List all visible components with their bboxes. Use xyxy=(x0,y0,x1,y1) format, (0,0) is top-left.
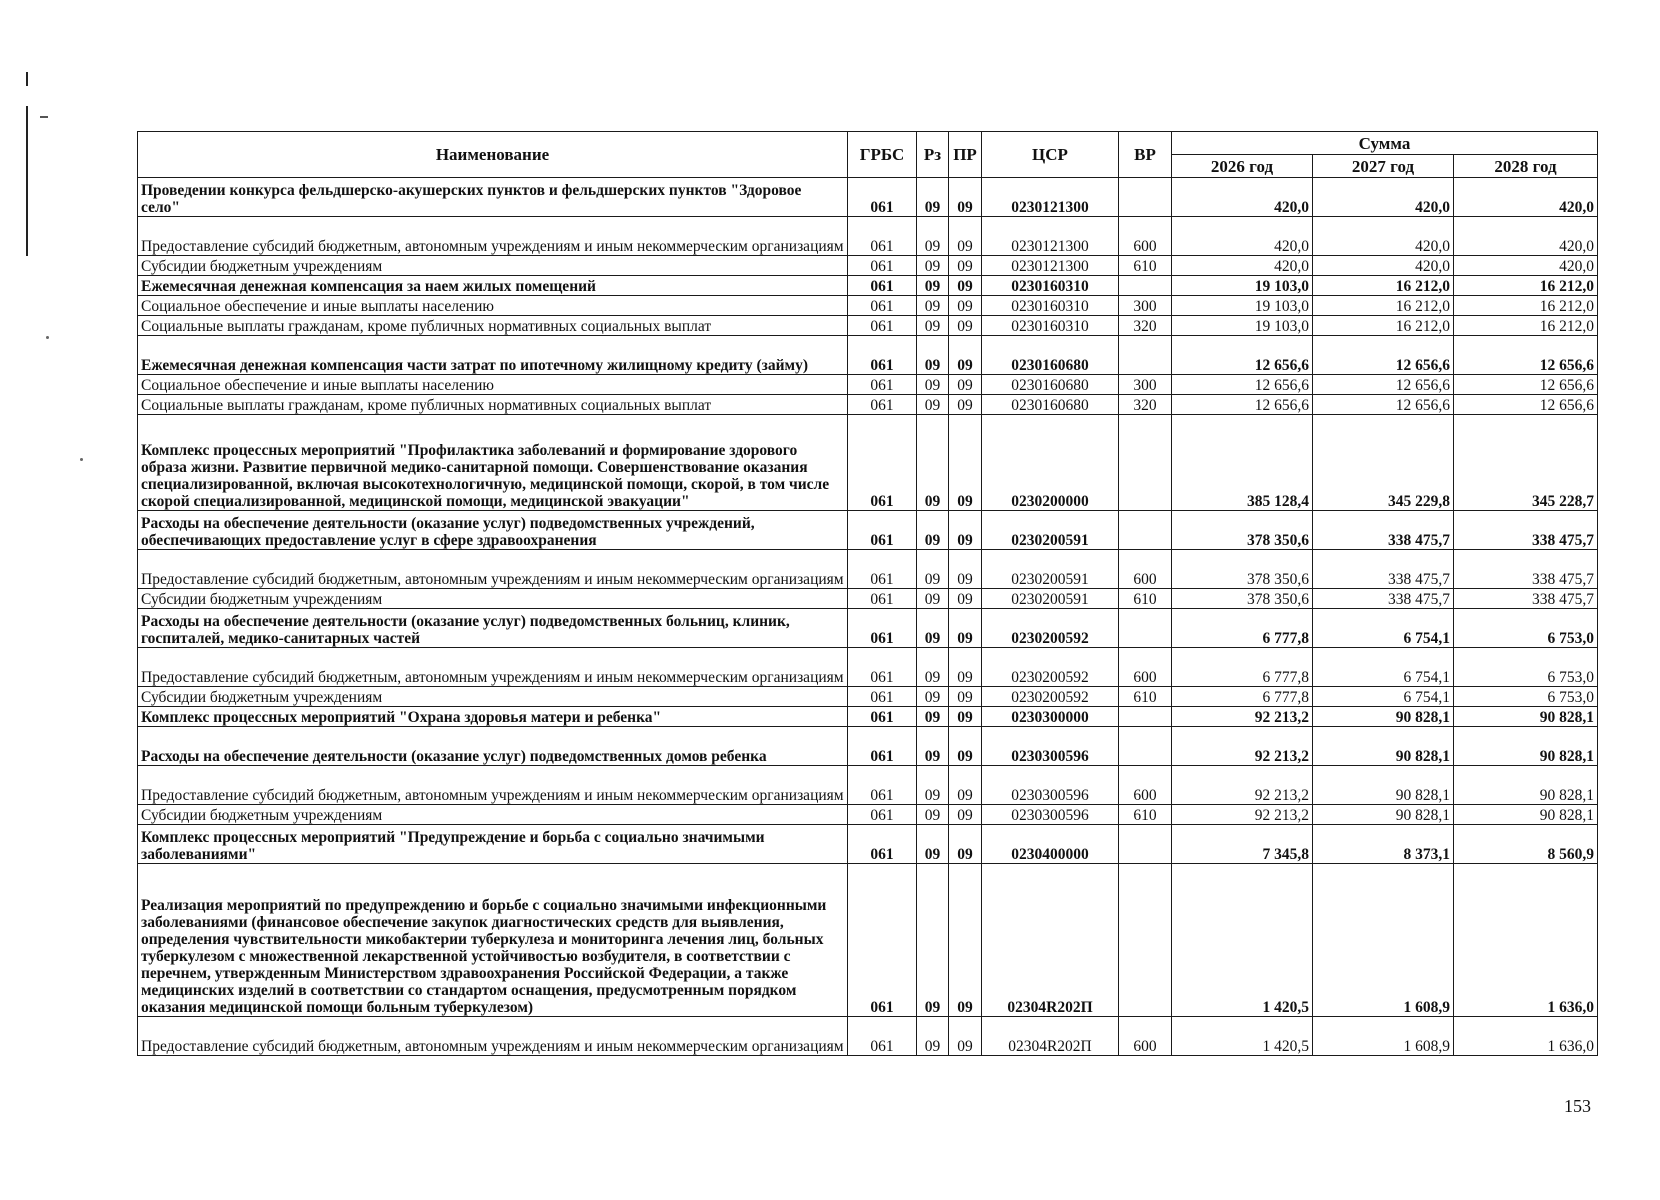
row-pr: 09 xyxy=(949,395,982,415)
row-grbs: 061 xyxy=(848,687,917,707)
row-grbs: 061 xyxy=(848,648,917,687)
row-vr xyxy=(1119,609,1172,648)
row-vr: 300 xyxy=(1119,296,1172,316)
col-header-2027: 2027 год xyxy=(1313,155,1454,178)
row-vr: 600 xyxy=(1119,648,1172,687)
row-pr: 09 xyxy=(949,805,982,825)
row-name: Реализация мероприятий по предупреждению и борьбе с социально значимыми инфекционными заболеваниями (финансовое обеспечение закупок диагностических средств для выявления, определения чувствительности микобактерии туберкулеза и мониторинга лечения лиц, больных туберкулезом с множественной лекарственной устойчивостью возбудителя, в соответствии с перечнем, утвержденным Министерством здравоохранения Российской Федерации, а также медицинских изделий в соответствии со стандартом оснащения, предусмотренным порядком оказания медицинской помощи больным туберкулезом) xyxy=(138,864,848,1017)
row-csr: 0230300000 xyxy=(982,707,1119,727)
row-csr: 0230160680 xyxy=(982,375,1119,395)
margin-dash xyxy=(40,116,48,118)
row-sum-2028: 12 656,6 xyxy=(1454,375,1598,395)
row-rz: 09 xyxy=(917,805,949,825)
row-grbs: 061 xyxy=(848,1017,917,1056)
row-vr xyxy=(1119,336,1172,375)
table-row xyxy=(138,336,1598,375)
row-csr: 0230200592 xyxy=(982,609,1119,648)
table-row xyxy=(138,550,1598,589)
row-csr: 0230121300 xyxy=(982,217,1119,256)
row-sum-2026: 92 213,2 xyxy=(1172,805,1313,825)
row-csr: 0230121300 xyxy=(982,256,1119,276)
row-vr xyxy=(1119,511,1172,550)
row-vr: 610 xyxy=(1119,687,1172,707)
row-rz: 09 xyxy=(917,648,949,687)
row-rz: 09 xyxy=(917,511,949,550)
col-header-2028: 2028 год xyxy=(1454,155,1598,178)
row-sum-2027: 420,0 xyxy=(1313,178,1454,217)
row-sum-2027: 420,0 xyxy=(1313,256,1454,276)
row-pr: 09 xyxy=(949,550,982,589)
row-name: Субсидии бюджетным учреждениям xyxy=(138,256,848,276)
row-vr: 320 xyxy=(1119,395,1172,415)
row-name: Предоставление субсидий бюджетным, автономным учреждениям и иным некоммерческим организациям xyxy=(138,766,848,805)
row-rz: 09 xyxy=(917,550,949,589)
row-sum-2028: 6 753,0 xyxy=(1454,648,1598,687)
row-csr: 0230300596 xyxy=(982,766,1119,805)
row-sum-2026: 378 350,6 xyxy=(1172,511,1313,550)
row-sum-2027: 6 754,1 xyxy=(1313,609,1454,648)
row-vr xyxy=(1119,707,1172,727)
row-sum-2028: 16 212,0 xyxy=(1454,276,1598,296)
row-csr: 0230160310 xyxy=(982,276,1119,296)
table-row xyxy=(138,589,1598,609)
row-sum-2026: 378 350,6 xyxy=(1172,589,1313,609)
row-csr: 02304R202П xyxy=(982,1017,1119,1056)
row-sum-2027: 8 373,1 xyxy=(1313,825,1454,864)
row-pr: 09 xyxy=(949,316,982,336)
row-sum-2026: 92 213,2 xyxy=(1172,727,1313,766)
row-csr: 0230200592 xyxy=(982,687,1119,707)
row-sum-2028: 90 828,1 xyxy=(1454,766,1598,805)
row-name: Проведении конкурса фельдшерско-акушерских пунктов и фельдшерских пунктов "Здоровое село" xyxy=(138,178,848,217)
row-sum-2027: 90 828,1 xyxy=(1313,727,1454,766)
table-row xyxy=(138,178,1598,217)
row-sum-2026: 92 213,2 xyxy=(1172,707,1313,727)
row-pr: 09 xyxy=(949,766,982,805)
row-name: Комплекс процессных мероприятий "Охрана здоровья матери и ребенка" xyxy=(138,707,848,727)
binding-marks xyxy=(26,72,29,252)
row-sum-2027: 1 608,9 xyxy=(1313,1017,1454,1056)
row-csr: 0230160310 xyxy=(982,296,1119,316)
table-row xyxy=(138,256,1598,276)
row-sum-2027: 16 212,0 xyxy=(1313,296,1454,316)
row-name: Социальное обеспечение и иные выплаты населению xyxy=(138,296,848,316)
row-sum-2027: 338 475,7 xyxy=(1313,511,1454,550)
row-sum-2026: 19 103,0 xyxy=(1172,276,1313,296)
row-sum-2027: 16 212,0 xyxy=(1313,276,1454,296)
col-header-rz: Рз xyxy=(917,132,949,178)
row-sum-2026: 7 345,8 xyxy=(1172,825,1313,864)
row-grbs: 061 xyxy=(848,336,917,375)
row-name: Субсидии бюджетным учреждениям xyxy=(138,589,848,609)
row-grbs: 061 xyxy=(848,296,917,316)
table-row xyxy=(138,415,1598,511)
row-name: Социальное обеспечение и иные выплаты населению xyxy=(138,375,848,395)
row-rz: 09 xyxy=(917,864,949,1017)
row-pr: 09 xyxy=(949,589,982,609)
row-sum-2028: 90 828,1 xyxy=(1454,707,1598,727)
row-grbs: 061 xyxy=(848,766,917,805)
row-rz: 09 xyxy=(917,707,949,727)
row-csr: 0230400000 xyxy=(982,825,1119,864)
col-header-vr: ВР xyxy=(1119,132,1172,178)
row-sum-2027: 338 475,7 xyxy=(1313,550,1454,589)
row-name: Расходы на обеспечение деятельности (оказание услуг) подведомственных больниц, клиник, госпиталей, медико-санитарных частей xyxy=(138,609,848,648)
table-row xyxy=(138,296,1598,316)
row-name: Ежемесячная денежная компенсация за наем жилых помещений xyxy=(138,276,848,296)
table-row xyxy=(138,276,1598,296)
row-vr xyxy=(1119,727,1172,766)
binding-mark xyxy=(26,72,28,86)
row-pr: 09 xyxy=(949,825,982,864)
row-csr: 0230200591 xyxy=(982,589,1119,609)
row-pr: 09 xyxy=(949,707,982,727)
row-vr: 610 xyxy=(1119,589,1172,609)
row-sum-2026: 6 777,8 xyxy=(1172,609,1313,648)
row-sum-2026: 12 656,6 xyxy=(1172,375,1313,395)
table-row xyxy=(138,316,1598,336)
row-sum-2027: 1 608,9 xyxy=(1313,864,1454,1017)
row-pr: 09 xyxy=(949,276,982,296)
scan-speck xyxy=(80,458,83,461)
table-row xyxy=(138,648,1598,687)
budget-table xyxy=(137,131,1598,1056)
row-pr: 09 xyxy=(949,178,982,217)
row-csr: 0230160680 xyxy=(982,395,1119,415)
row-sum-2026: 385 128,4 xyxy=(1172,415,1313,511)
page-number: 153 xyxy=(1564,1096,1591,1116)
row-rz: 09 xyxy=(917,336,949,375)
row-sum-2026: 378 350,6 xyxy=(1172,550,1313,589)
row-sum-2027: 6 754,1 xyxy=(1313,687,1454,707)
row-rz: 09 xyxy=(917,766,949,805)
row-sum-2027: 12 656,6 xyxy=(1313,375,1454,395)
row-name: Расходы на обеспечение деятельности (оказание услуг) подведомственных учреждений, обеспечивающих предоставление услуг в сфере здравоохранения xyxy=(138,511,848,550)
row-rz: 09 xyxy=(917,276,949,296)
row-vr xyxy=(1119,825,1172,864)
row-sum-2028: 16 212,0 xyxy=(1454,296,1598,316)
row-sum-2028: 420,0 xyxy=(1454,217,1598,256)
row-sum-2026: 1 420,5 xyxy=(1172,1017,1313,1056)
row-sum-2027: 90 828,1 xyxy=(1313,707,1454,727)
table-row xyxy=(138,511,1598,550)
scan-speck xyxy=(46,336,49,339)
table-body xyxy=(138,178,1598,1056)
row-csr: 0230121300 xyxy=(982,178,1119,217)
row-sum-2028: 420,0 xyxy=(1454,178,1598,217)
row-sum-2026: 12 656,6 xyxy=(1172,395,1313,415)
row-grbs: 061 xyxy=(848,609,917,648)
row-pr: 09 xyxy=(949,336,982,375)
row-grbs: 061 xyxy=(848,864,917,1017)
row-rz: 09 xyxy=(917,415,949,511)
row-csr: 0230300596 xyxy=(982,727,1119,766)
row-name: Комплекс процессных мероприятий "Профилактика заболеваний и формирование здорового образа жизни. Развитие первичной медико-санитарной помощи. Совершенствование оказания специализированной, включая высокотехнологичную, медицинской помощи, скорой, в том числе скорой специализированной, медицинской помощи, медицинской эвакуации" xyxy=(138,415,848,511)
row-pr: 09 xyxy=(949,864,982,1017)
row-sum-2026: 420,0 xyxy=(1172,217,1313,256)
row-name: Субсидии бюджетным учреждениям xyxy=(138,805,848,825)
row-sum-2027: 420,0 xyxy=(1313,217,1454,256)
row-vr: 600 xyxy=(1119,766,1172,805)
row-sum-2028: 6 753,0 xyxy=(1454,609,1598,648)
row-vr: 600 xyxy=(1119,1017,1172,1056)
row-name: Предоставление субсидий бюджетным, автономным учреждениям и иным некоммерческим организациям xyxy=(138,648,848,687)
header-row xyxy=(138,132,1598,155)
row-sum-2028: 338 475,7 xyxy=(1454,511,1598,550)
row-grbs: 061 xyxy=(848,256,917,276)
row-sum-2026: 12 656,6 xyxy=(1172,336,1313,375)
row-rz: 09 xyxy=(917,395,949,415)
row-sum-2028: 420,0 xyxy=(1454,256,1598,276)
row-grbs: 061 xyxy=(848,805,917,825)
row-vr: 610 xyxy=(1119,256,1172,276)
row-grbs: 061 xyxy=(848,178,917,217)
row-name: Социальные выплаты гражданам, кроме публичных нормативных социальных выплат xyxy=(138,395,848,415)
row-pr: 09 xyxy=(949,296,982,316)
row-sum-2026: 420,0 xyxy=(1172,178,1313,217)
row-pr: 09 xyxy=(949,256,982,276)
row-sum-2027: 12 656,6 xyxy=(1313,395,1454,415)
row-vr xyxy=(1119,276,1172,296)
row-sum-2028: 345 228,7 xyxy=(1454,415,1598,511)
row-grbs: 061 xyxy=(848,395,917,415)
row-rz: 09 xyxy=(917,296,949,316)
row-grbs: 061 xyxy=(848,727,917,766)
row-sum-2027: 345 229,8 xyxy=(1313,415,1454,511)
row-grbs: 061 xyxy=(848,276,917,296)
binding-mark xyxy=(26,106,28,256)
row-grbs: 061 xyxy=(848,217,917,256)
table-row xyxy=(138,395,1598,415)
row-sum-2027: 12 656,6 xyxy=(1313,336,1454,375)
table-row xyxy=(138,825,1598,864)
row-sum-2026: 1 420,5 xyxy=(1172,864,1313,1017)
row-vr: 300 xyxy=(1119,375,1172,395)
row-sum-2028: 338 475,7 xyxy=(1454,589,1598,609)
row-vr: 610 xyxy=(1119,805,1172,825)
row-rz: 09 xyxy=(917,256,949,276)
row-csr: 0230160680 xyxy=(982,336,1119,375)
row-sum-2026: 6 777,8 xyxy=(1172,648,1313,687)
col-header-name: Наименование xyxy=(138,132,848,178)
row-vr: 600 xyxy=(1119,217,1172,256)
table-row xyxy=(138,687,1598,707)
row-pr: 09 xyxy=(949,511,982,550)
row-csr: 0230300596 xyxy=(982,805,1119,825)
col-header-grbs: ГРБС xyxy=(848,132,917,178)
row-pr: 09 xyxy=(949,727,982,766)
row-csr: 0230200592 xyxy=(982,648,1119,687)
row-sum-2028: 12 656,6 xyxy=(1454,336,1598,375)
row-sum-2026: 19 103,0 xyxy=(1172,296,1313,316)
col-header-sum: Сумма xyxy=(1172,132,1598,155)
row-sum-2027: 16 212,0 xyxy=(1313,316,1454,336)
row-pr: 09 xyxy=(949,415,982,511)
table-row xyxy=(138,707,1598,727)
row-pr: 09 xyxy=(949,648,982,687)
table-row xyxy=(138,375,1598,395)
row-name: Комплекс процессных мероприятий "Предупреждение и борьба с социально значимыми заболеваниями" xyxy=(138,825,848,864)
row-rz: 09 xyxy=(917,825,949,864)
row-csr: 0230200591 xyxy=(982,550,1119,589)
row-vr xyxy=(1119,864,1172,1017)
row-name: Предоставление субсидий бюджетным, автономным учреждениям и иным некоммерческим организациям xyxy=(138,1017,848,1056)
row-vr: 600 xyxy=(1119,550,1172,589)
row-name: Субсидии бюджетным учреждениям xyxy=(138,687,848,707)
row-vr xyxy=(1119,415,1172,511)
row-sum-2027: 90 828,1 xyxy=(1313,805,1454,825)
row-name: Социальные выплаты гражданам, кроме публичных нормативных социальных выплат xyxy=(138,316,848,336)
row-pr: 09 xyxy=(949,375,982,395)
row-rz: 09 xyxy=(917,1017,949,1056)
row-name: Предоставление субсидий бюджетным, автономным учреждениям и иным некоммерческим организациям xyxy=(138,550,848,589)
row-grbs: 061 xyxy=(848,825,917,864)
row-rz: 09 xyxy=(917,316,949,336)
row-pr: 09 xyxy=(949,1017,982,1056)
row-pr: 09 xyxy=(949,609,982,648)
row-sum-2028: 16 212,0 xyxy=(1454,316,1598,336)
table-row xyxy=(138,1017,1598,1056)
row-grbs: 061 xyxy=(848,550,917,589)
row-grbs: 061 xyxy=(848,589,917,609)
row-sum-2027: 6 754,1 xyxy=(1313,648,1454,687)
row-rz: 09 xyxy=(917,375,949,395)
row-vr: 320 xyxy=(1119,316,1172,336)
table-row xyxy=(138,805,1598,825)
row-csr: 02304R202П xyxy=(982,864,1119,1017)
row-sum-2028: 1 636,0 xyxy=(1454,864,1598,1017)
row-sum-2028: 338 475,7 xyxy=(1454,550,1598,589)
row-vr xyxy=(1119,178,1172,217)
row-sum-2028: 90 828,1 xyxy=(1454,805,1598,825)
row-sum-2028: 12 656,6 xyxy=(1454,395,1598,415)
row-rz: 09 xyxy=(917,178,949,217)
col-header-csr: ЦСР xyxy=(982,132,1119,178)
row-sum-2026: 6 777,8 xyxy=(1172,687,1313,707)
row-rz: 09 xyxy=(917,687,949,707)
row-name: Ежемесячная денежная компенсация части затрат по ипотечному жилищному кредиту (займу) xyxy=(138,336,848,375)
row-name: Расходы на обеспечение деятельности (оказание услуг) подведомственных домов ребенка xyxy=(138,727,848,766)
row-name: Предоставление субсидий бюджетным, автономным учреждениям и иным некоммерческим организациям xyxy=(138,217,848,256)
table-row xyxy=(138,609,1598,648)
col-header-2026: 2026 год xyxy=(1172,155,1313,178)
row-grbs: 061 xyxy=(848,375,917,395)
row-sum-2028: 8 560,9 xyxy=(1454,825,1598,864)
row-rz: 09 xyxy=(917,609,949,648)
table-row xyxy=(138,864,1598,1017)
row-pr: 09 xyxy=(949,217,982,256)
row-csr: 0230200591 xyxy=(982,511,1119,550)
row-grbs: 061 xyxy=(848,707,917,727)
row-sum-2028: 90 828,1 xyxy=(1454,727,1598,766)
col-header-pr: ПР xyxy=(949,132,982,178)
row-sum-2028: 6 753,0 xyxy=(1454,687,1598,707)
row-sum-2026: 420,0 xyxy=(1172,256,1313,276)
row-sum-2027: 90 828,1 xyxy=(1313,766,1454,805)
row-rz: 09 xyxy=(917,727,949,766)
row-rz: 09 xyxy=(917,217,949,256)
row-grbs: 061 xyxy=(848,511,917,550)
row-sum-2026: 19 103,0 xyxy=(1172,316,1313,336)
row-csr: 0230200000 xyxy=(982,415,1119,511)
row-sum-2028: 1 636,0 xyxy=(1454,1017,1598,1056)
row-sum-2027: 338 475,7 xyxy=(1313,589,1454,609)
row-pr: 09 xyxy=(949,687,982,707)
row-rz: 09 xyxy=(917,589,949,609)
row-csr: 0230160310 xyxy=(982,316,1119,336)
table-row xyxy=(138,217,1598,256)
table-row xyxy=(138,766,1598,805)
table-row xyxy=(138,727,1598,766)
row-grbs: 061 xyxy=(848,316,917,336)
row-sum-2026: 92 213,2 xyxy=(1172,766,1313,805)
row-grbs: 061 xyxy=(848,415,917,511)
